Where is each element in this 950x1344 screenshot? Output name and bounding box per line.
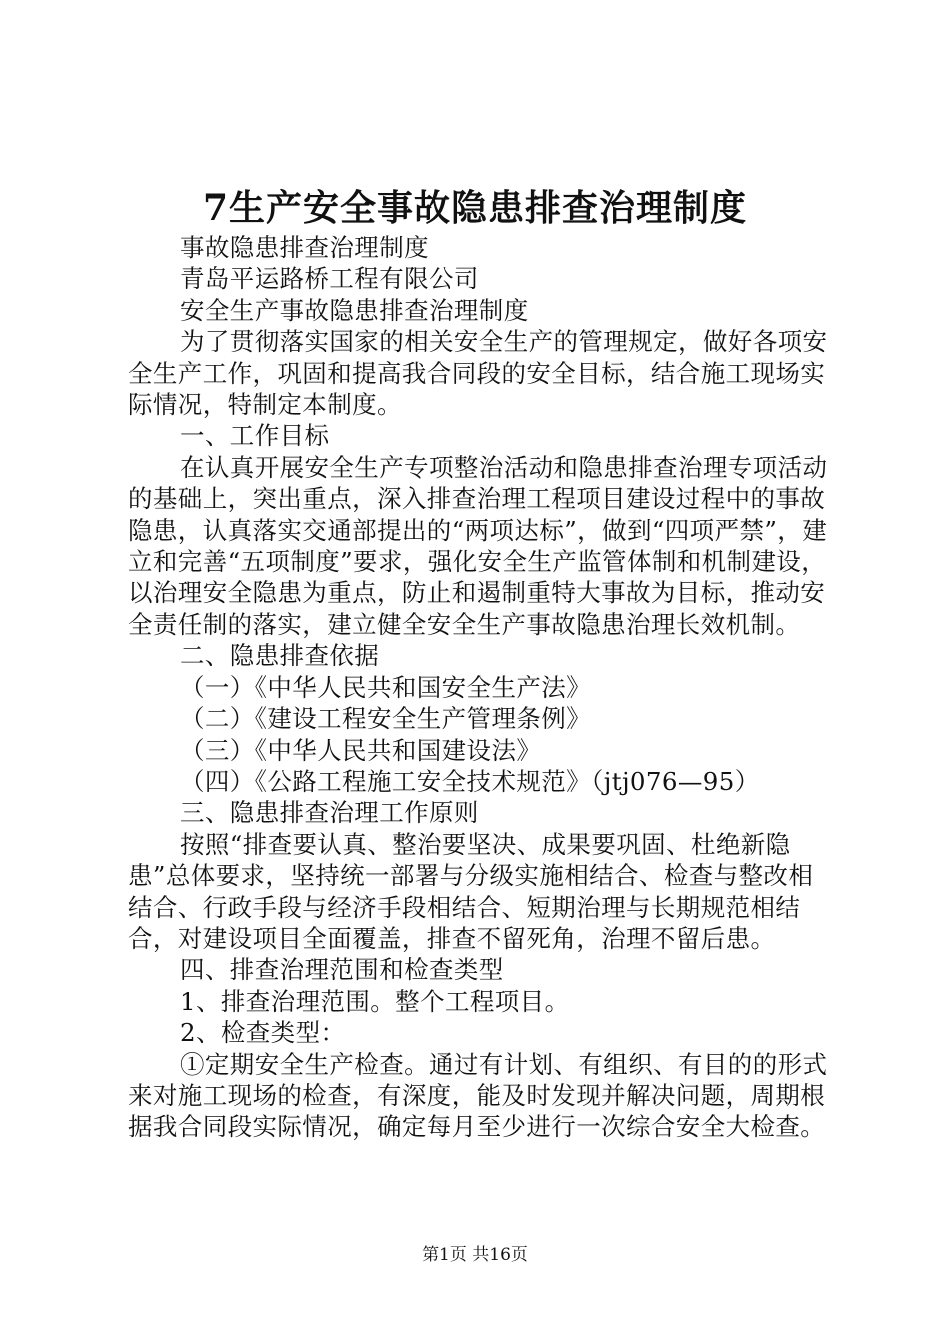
list-item-basis-3: （三）《中华人民共和国建设法》 bbox=[180, 735, 542, 765]
list-item-basis-2: （二）《建设工程安全生产管理条例》 bbox=[180, 704, 592, 734]
section-heading-basis: 二、隐患排查依据 bbox=[180, 641, 380, 671]
section-heading-goal: 一、工作目标 bbox=[180, 421, 330, 451]
paragraph-goal: 在认真开展安全生产专项整治活动和隐患排查治理专项活动的基础上，突出重点，深入排查治理工程项目建设过程中的事故隐患，认真落实交通部提出的“两项达标”，做到“四项严禁”，建立和完善“五项制度”要求，强化安全生产监管体制和机制建设，以治理安全隐患为重点，防止和遏制重特大事故为目标，推动安全责任制的落实，建立健全安全生产事故隐患治理长效机制。 bbox=[128, 452, 828, 639]
section-heading-scope: 四、排查治理范围和检查类型 bbox=[180, 955, 504, 985]
list-item-scope-1: 1、排查治理范围。整个工程项目。 bbox=[180, 986, 570, 1016]
list-item-scope-2: 2、检查类型： bbox=[180, 1018, 346, 1048]
paragraph-company-name: 青岛平运路桥工程有限公司 bbox=[180, 264, 479, 294]
paragraph-principles: 按照“排查要认真、整治要坚决、成果要巩固、杜绝新隐患”总体要求，坚持统一部署与分级实施相结合、检查与整改相结合、行政手段与经济手段相结合、短期治理与长期规范相结合，对建设项目全面覆盖，排查不留死角，治理不留后患。 bbox=[128, 829, 814, 953]
document-title: 7生产安全事故隐患排查治理制度 bbox=[202, 187, 748, 229]
list-item-basis-4: （四）《公路工程施工安全技术规范》（jtj076—95） bbox=[180, 766, 760, 796]
paragraph-periodic-check: ①定期安全生产检查。通过有计划、有组织、有目的的形式来对施工现场的检查，有深度，能及时发现并解决问题，周期根据我合同段实际情况，确定每月至少进行一次综合安全大检查。 bbox=[128, 1049, 828, 1142]
document-body bbox=[128, 232, 834, 1143]
page-footer: 第1页 共16页 bbox=[422, 1245, 528, 1265]
paragraph-heading-system: 事故隐患排查治理制度 bbox=[180, 233, 429, 262]
section-heading-principles: 三、隐患排查治理工作原则 bbox=[180, 798, 479, 828]
paragraph-intro: 为了贯彻落实国家的相关安全生产的管理规定，做好各项安全生产工作，巩固和提高我合同段的安全目标，结合施工现场实际情况，特制定本制度。 bbox=[128, 327, 828, 420]
list-item-basis-1: （一）《中华人民共和国安全生产法》 bbox=[180, 672, 592, 702]
paragraph-subtitle: 安全生产事故隐患排查治理制度 bbox=[180, 295, 529, 325]
